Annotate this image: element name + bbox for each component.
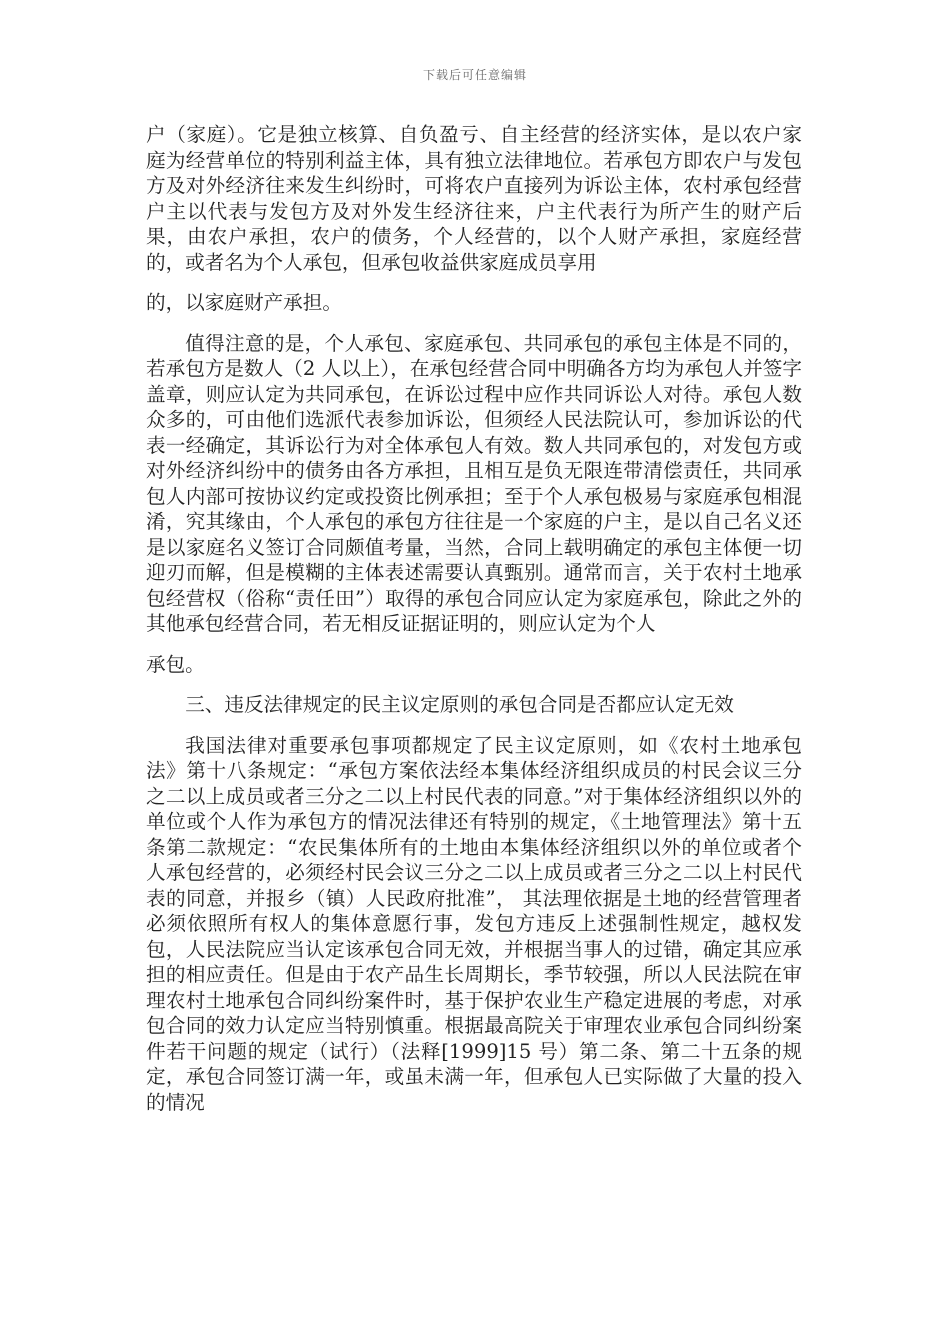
paragraph-household-liability: 户（家庭）。它是独立核算、自负盈亏、自主经营的经济实体，是以农户家庭为经营单位的特别利益主体，具有独立法律地位。若承包方即农户与发包方及对外经济往来发生纠纷时，可将农户直接列为诉讼主体，农村承包经营户主以代表与发包方及对外发生经济往来，户主代表行为所产生的财产后果，由农户承担，农户的债务，个人经营的，以个人财产承担，家庭经营的，或者名为个人承包，但承包收益供家庭成员享用 <box>146 123 802 274</box>
section-heading-democratic-principle: 三、违反法律规定的民主议定原则的承包合同是否都应认定无效 <box>185 693 734 716</box>
paragraph-contract-subjects-end: 承包。 <box>146 652 205 676</box>
page-header-note: 下载后可任意编辑 <box>422 68 527 82</box>
paragraph-democratic-principle: 我国法律对重要承包事项都规定了民主议定原则，如《农村土地承包法》第十八条规定：“承包方案依法经本集体经济组织成员的村民会议三分之二以上成员或者三分之二以上村民代表的同意。”对于集体经济组织以外的单位或个人作为承包方的情况法律还有特别的规定，《土地管理法》第十五条第二款规定：“农民集体所有的土地由本集体经济组织以外的单位或者个人承包经营的，必须经村民会议三分之二以上成员或者三分之二以上村民代表的同意，并报乡（镇）人民政府批准”， 其法理依据是土地的经营管理者必须依照所有权人的集体意愿行事，发包方违反上述强制性规定，越权发包，人民法院应当认定该承包合同无效，并根据当事人的过错，确定其应承担的相应责任。但是由于农产品生长周期长，季节较强，所以人民法院在审理农村土地承包合同纠纷案件时，基于保护农业生产稳定进展的考虑，对承包合同的效力认定应当特别慎重。根据最高院关于审理农业承包合同纠纷案件若干问题的规定（试行）（法释[1999]15 号）第二条、第二十五条的规定，承包合同签订满一年，或虽未满一年，但承包人已实际做了大量的投入的情况 <box>146 733 802 1114</box>
paragraph-household-liability-end: 的，以家庭财产承担。 <box>146 291 342 314</box>
paragraph-contract-subjects: 值得注意的是，个人承包、家庭承包、共同承包的承包主体是不同的，若承包方是数人（2 人以上），在承包经营合同中明确各方均为承包人并签字盖章，则应认定为共同承包，在诉讼过程中应作共同诉讼人对待。承包人数众多的，可由他们选派代表参加诉讼，但须经人民法院认可，参加诉讼的代表一经确定，其诉讼行为对全体承包人有效。数人共同承包的，对发包方或对外经济纠纷中的债务由各方承担，且相互是负无限连带清偿责任，共同承包人内部可按协议约定或投资比例承担；至于个人承包极易与家庭承包相混淆，究其缘由，个人承包的承包方往往是一个家庭的户主，是以自己名义还是以家庭名义签订合同颇值考量，当然，合同上载明确定的承包主体便一切迎刃而解，但是模糊的主体表述需要认真甄别。通常而言，关于农村土地承包经营权（俗称“责任田”）取得的承包合同应认定为家庭承包，除此之外的其他承包经营合同，若无相反证据证明的，则应认定为个人 <box>146 331 802 635</box>
document-body <box>146 122 802 1130</box>
